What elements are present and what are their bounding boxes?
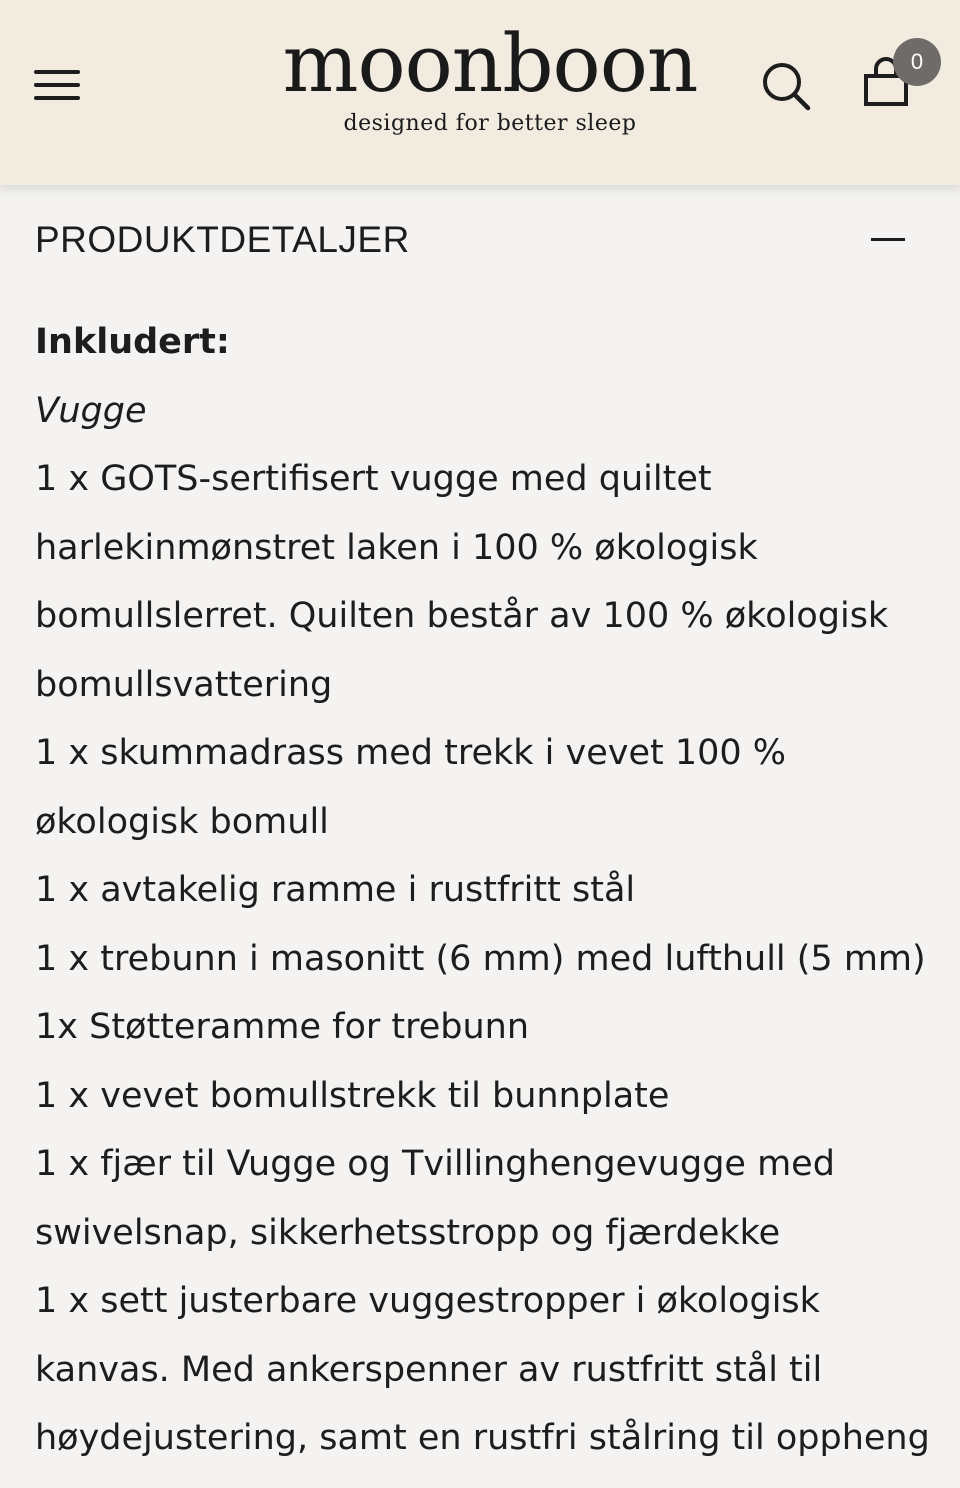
search-icon[interactable] xyxy=(760,60,812,112)
product-details-content xyxy=(35,308,945,1473)
cart-count-badge[interactable]: 0 xyxy=(893,38,941,86)
logo[interactable] xyxy=(270,16,710,138)
list-item: 1 x GOTS-sertifisert vugge med quiltet harlekinmønstret laken i 100 % økologisk bomullslerret. Quilten består av 100 % økologisk bomullsvattering xyxy=(35,459,889,705)
included-label: Inkludert: xyxy=(35,322,230,362)
subheading: Vugge xyxy=(35,390,147,431)
list-item: 1 x skummadrass med trekk i vevet 100 % økologisk bomull xyxy=(35,733,787,842)
list-item: 1x Støtteramme for trebunn xyxy=(35,1007,530,1047)
list-item: 1 x avtakelig ramme i rustfritt stål xyxy=(35,870,636,910)
logo-tagline: designed for better sleep xyxy=(343,111,637,136)
list-item: 1 x trebunn i masonitt (6 mm) med lufthull (5 mm) xyxy=(35,938,926,979)
site-header xyxy=(0,0,960,185)
list-item: 1 x vevet bomullstrekk til bunnplate xyxy=(35,1075,670,1116)
section-title: PRODUKTDETALJER xyxy=(35,219,410,260)
list-item: 1 x sett justerbare vuggestropper i økologisk kanvas. Med ankerspenner av rustfritt stål til høydejustering, samt en rustfri stålring til oppheng xyxy=(35,1281,930,1458)
minus-icon[interactable] xyxy=(871,238,905,241)
list-item: 1 x fjær til Vugge og Tvillinghengevugge med swivelsnap, sikkerhetsstropp og fjærdekke xyxy=(35,1144,835,1253)
hamburger-menu-icon[interactable] xyxy=(34,70,80,102)
logo-wordmark: moonboon xyxy=(282,17,698,110)
product-details-toggle[interactable] xyxy=(35,212,915,268)
